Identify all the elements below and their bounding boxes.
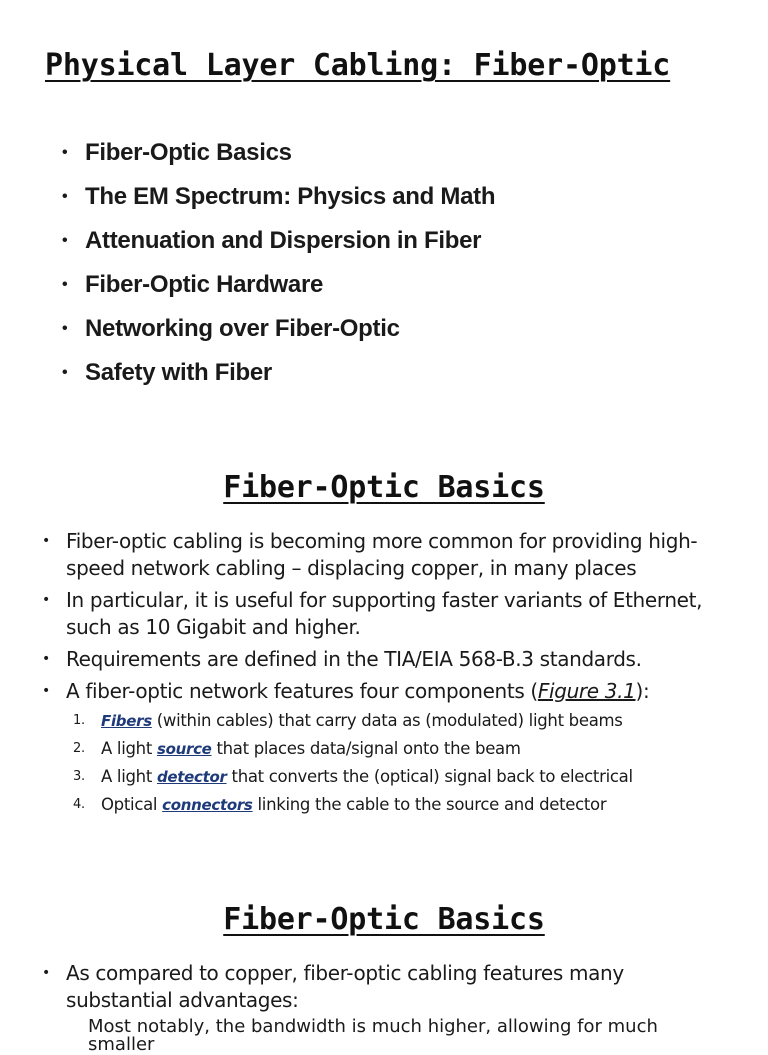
agenda-item: • Fiber-Optic Hardware — [62, 268, 495, 312]
slide-title: Physical Layer Cabling: Fiber-Optic — [45, 48, 671, 83]
bullet-item: • In particular, it is useful for supporting faster variants of Ethernet, such as 10 Gigabit and higher. — [42, 588, 703, 639]
component-item: 2. A light source that places data/signal onto the beam — [73, 739, 521, 758]
term-link: Fibers — [101, 712, 152, 730]
bullet-icon: • — [42, 965, 50, 981]
agenda-item: • Networking over Fiber-Optic — [62, 312, 495, 356]
bullet-list — [42, 960, 732, 1019]
bullet-icon: • — [62, 276, 68, 293]
agenda-item: • Attenuation and Dispersion in Fiber — [62, 224, 495, 268]
slide-fiber-basics-2 — [0, 860, 768, 1055]
bullet-icon: • — [62, 232, 68, 249]
figure-reference: Figure 3.1 — [537, 679, 636, 703]
slide-agenda — [0, 0, 768, 430]
slide-fiber-basics-1 — [0, 430, 768, 860]
bullet-icon: • — [62, 188, 68, 205]
bullet-icon: • — [62, 364, 68, 381]
component-item: 4. Optical connectors linking the cable to the source and detector — [73, 795, 607, 814]
bullet-item: • Requirements are defined in the TIA/EIA 568-B.3 standards. — [42, 647, 642, 671]
term-link: connectors — [162, 796, 253, 814]
bullet-icon: • — [42, 592, 50, 608]
bullet-item: • Fiber-optic cabling is becoming more common for providing high-speed network cabling – displacing copper, in many places — [42, 529, 698, 580]
bullet-list — [42, 528, 732, 824]
component-item: 3. A light detector that converts the (optical) signal back to electrical — [73, 767, 633, 786]
bullet-item: • As compared to copper, fiber-optic cabling features many substantial advantages: — [42, 961, 624, 1012]
component-item: 1. Fibers (within cables) that carry data as (modulated) light beams — [73, 711, 623, 730]
bullet-icon: • — [42, 683, 50, 699]
agenda-item: • Safety with Fiber — [62, 356, 495, 400]
bullet-icon: • — [62, 320, 68, 337]
agenda-list — [62, 136, 495, 400]
bullet-icon: • — [42, 533, 50, 549]
term-link: source — [156, 740, 212, 758]
bullet-icon: • — [42, 651, 50, 667]
cut-off-text: Most notably, the bandwidth is much higher, allowing for much smaller — [88, 1016, 658, 1055]
slide-title: Fiber-Optic Basics — [223, 902, 545, 937]
agenda-item: • The EM Spectrum: Physics and Math — [62, 180, 495, 224]
component-list — [42, 707, 732, 819]
agenda-item: • Fiber-Optic Basics — [62, 136, 495, 180]
bullet-item-components: • A fiber-optic network features four components (Figure 3.1): 1. Fibers (within cables) that carry data as (modulated) light beams 2. A light source that places data/signal onto the beam 3. A light detector that converts the (optical) signal back to electrical 4. Optical connectors linking the cable to the source and detector — [42, 678, 732, 819]
term-link: detector — [156, 768, 227, 786]
bullet-icon: • — [62, 144, 68, 161]
slide-title: Fiber-Optic Basics — [223, 470, 545, 505]
